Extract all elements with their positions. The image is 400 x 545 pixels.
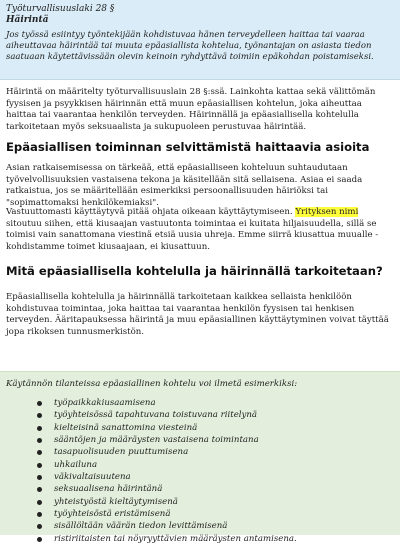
list-item [0, 520, 297, 532]
list-item [0, 397, 297, 409]
list-item-text: työyhteisössä tapahtuvana toistuvana riitelynä [54, 410, 258, 421]
list-item-text: tasapuolisuuden puuttumisena [54, 447, 189, 458]
list-item [0, 508, 297, 520]
law-title: Työturvallisuuslaki 28 § [6, 4, 115, 14]
list-item-text: työyhteisöstä eristämisenä [54, 509, 171, 520]
list-item-text: uhkailuna [54, 459, 98, 470]
section1-paragraph1: Asian ratkaisemisessa on tärkeää, että epäasialliseen kohteluun suhtaudutaan työvelvollisuuksien vastaisena tekona ja käsitellään sitä sellaisena. Asiaa ei saada ratkaistua, jos se määritellään esimerkiksi persoonallisuuden häiriöksi tai "sopimattomaksi henkilökemiaksi". [6, 163, 363, 208]
list-item-text: seksuaalisena häirintänä [54, 484, 163, 495]
company-name-highlight: Yrityksen nimi [295, 207, 359, 217]
bullet-icon [37, 401, 42, 406]
list-item-text: yhteistyöstä kieltäytymisenä [54, 496, 178, 507]
bullet-icon [37, 512, 42, 517]
list-item-text: sääntöjen ja määräysten vastaisena toimintana [54, 435, 259, 446]
list-item-text: työpaikkakiusaamisena [54, 398, 156, 408]
examples-box [0, 371, 400, 544]
bullet-icon [37, 524, 42, 529]
list-item [0, 483, 297, 495]
section2-paragraph: Epäasiallisella kohtelulla ja häirinnällä tarkoitetaan kaikkea sellaista henkilöön kohdistuvaa toimintaa, joka haittaa tai vaarantaa henkilön fyysisen tai henkisen terveyden. Ääritapauksessa häirintä ja muu epäasiallinen käyttäytyminen voivat täyttää jopa rikoksen tunnusmerkistön. [6, 292, 389, 337]
list-item [0, 459, 297, 471]
list-item-text: sisällöltään väärän tiedon levittämisenä [54, 521, 228, 532]
bullet-icon [37, 475, 42, 480]
examples-intro: Käytännön tilanteissa epäasiallinen kohtelu voi ilmetä esimerkiksi: [6, 379, 298, 389]
intro-paragraph: Häirintä on määritelty työturvallisuuslain 28 §:ssä. Lainkohta kattaa sekä välittömän fyysisen ja psyykkisen häirinnän että muun epäasiallisen kohtelun, joka aiheuttaa haittaa tai vaarantaa henkilön terveyden. Häirinnällä ja epäasiallisella kohtelulla tarkoitetaan myös seksuaalista ja sukupuoleen perustuvaa häirintää. [6, 87, 376, 132]
list-item-text: väkivaltaisuutena [54, 472, 131, 483]
list-item [0, 422, 297, 434]
section2-heading: Mitä epäasiallisella kohtelulla ja häirinnällä tarkoitetaan? [6, 264, 383, 278]
list-item-text: kielteisinä sanattomina viesteinä [54, 422, 198, 433]
section1-paragraph2 [6, 207, 394, 253]
list-item [0, 471, 297, 483]
section1-paragraph2-after: sitoutuu siihen, että kiusaajan vastuutonta toimintaa ei kuitata hiljaisuudella, sillä se toimisi vain sanattomana viestinä etsiä uusia uhreja. Emme siirrä kiusattua muualle - kohdistamme toimet kiusaajaan, ei kiusattuun. [6, 218, 379, 252]
bullet-icon [37, 426, 42, 431]
bullet-icon [37, 463, 42, 468]
list-item [0, 496, 297, 508]
bullet-icon [37, 413, 42, 418]
bullet-icon [37, 487, 42, 492]
list-item-text: ristiriitaisten tai nöyryyttävien määräysten antamisena. [54, 533, 297, 544]
list-item [0, 434, 297, 446]
bullet-icon [37, 500, 42, 505]
examples-list [0, 397, 297, 545]
section1-paragraph2-before: Vastuuttomasti käyttäytyvä pitää ohjata oikeaan käyttäytymiseen. [6, 207, 296, 217]
list-item [0, 409, 297, 421]
bullet-icon [37, 537, 42, 542]
law-quote-box [0, 0, 400, 80]
bullet-icon [37, 438, 42, 443]
bullet-icon [37, 450, 42, 455]
section1-heading: Epäasiallisen toiminnan selvittämistä haittaavia asioita [6, 140, 370, 154]
law-body: Jos työssä esiintyy työntekijään kohdistuvaa hänen terveydelleen haittaa tai vaaraa aiheuttavaa häirintää tai muuta epäasiallista kohtelua, työnantajan on asiasta tiedon saatuaan käytettävissään olevin keinoin ryhdyttävä toimiin epäkohdan poistamiseksi. [6, 30, 374, 62]
list-item [0, 446, 297, 458]
law-heading: Häirintä [6, 15, 49, 25]
